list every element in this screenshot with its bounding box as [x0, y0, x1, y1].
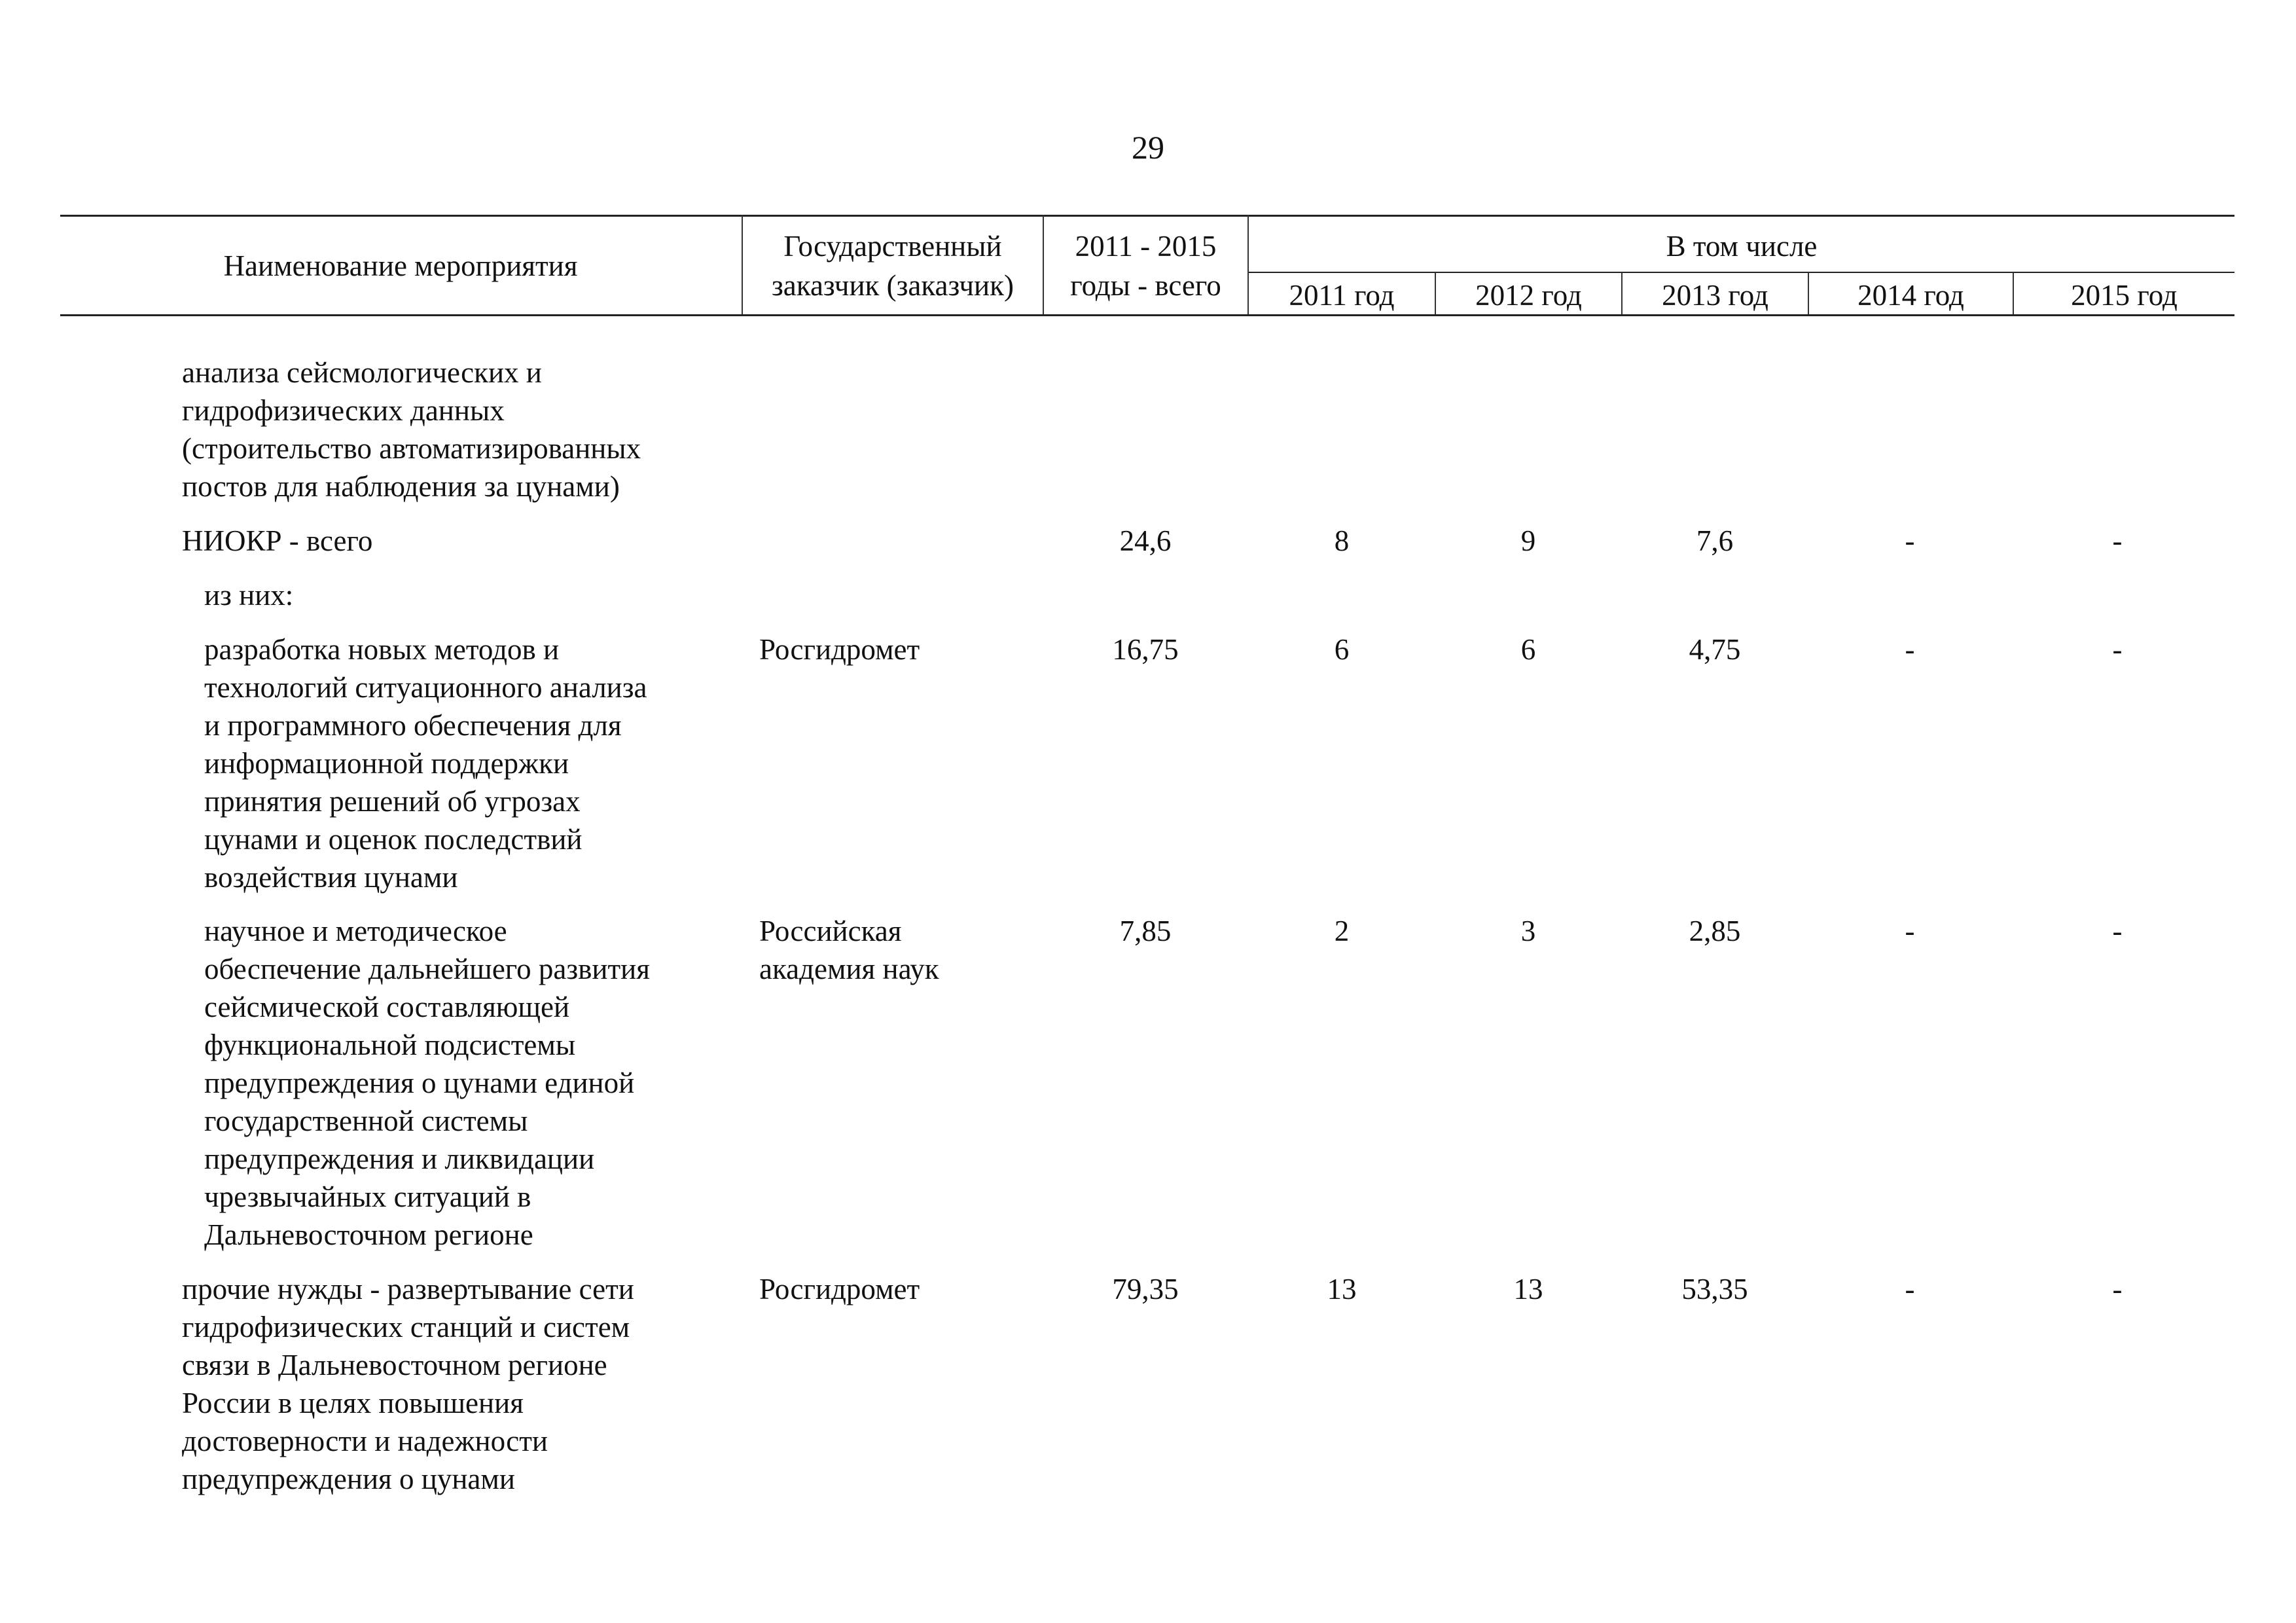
header-name: Наименование мероприятия: [223, 249, 578, 282]
name-line: разработка новых методов и: [204, 633, 560, 666]
row-methods-customer: [759, 630, 920, 668]
header-including: В том числе: [1666, 230, 1818, 263]
name-line: технологий ситуационного анализа: [204, 671, 647, 704]
row-scientific-name: [204, 912, 650, 1254]
row-niokr-2013: 7,6: [1696, 524, 1734, 557]
row-scientific-2011: 2: [1334, 915, 1350, 947]
row-methods-2012: 6: [1520, 633, 1536, 666]
name-line: функциональной подсистемы: [204, 1029, 576, 1061]
header-year-2013: 2013 год: [1662, 279, 1768, 312]
name-line: чрезвычайных ситуаций в: [204, 1180, 531, 1213]
row-methods-2013: 4,75: [1689, 633, 1741, 666]
row-other-needs-total: 79,35: [1112, 1273, 1179, 1305]
row-other-needs-2012: 13: [1513, 1273, 1543, 1305]
row-scientific-total: 7,85: [1119, 915, 1172, 947]
header-total-line1: 2011 - 2015: [1075, 230, 1217, 263]
header-year-2015: 2015 год: [2071, 279, 2178, 312]
name-line: государственной системы: [204, 1104, 528, 1137]
row-niokr-name: [182, 522, 372, 560]
row-niokr-2011: 8: [1334, 524, 1350, 557]
name-line: гидрофизических данных: [182, 394, 505, 427]
row-other-needs-2015: -: [2112, 1273, 2123, 1305]
row-other-needs-2011: 13: [1327, 1273, 1357, 1305]
header-year-2011: 2011 год: [1289, 279, 1395, 312]
row-scientific-2015: -: [2112, 915, 2123, 947]
name-line: и программного обеспечения для: [204, 709, 622, 742]
name-line: принятия решений об угрозах: [204, 785, 581, 818]
name-line: НИОКР - всего: [182, 524, 373, 557]
name-line: из них:: [204, 579, 294, 611]
name-line: предупреждения о цунами: [182, 1463, 515, 1495]
header-bottom-rule: [60, 314, 2234, 316]
name-line: обеспечение дальнейшего развития: [204, 953, 650, 985]
name-line: связи в Дальневосточном регионе: [182, 1349, 607, 1381]
customer-line: академия наук: [759, 953, 939, 985]
name-line: сейсмической составляющей: [204, 991, 570, 1023]
row-methods-2011: 6: [1334, 633, 1350, 666]
row-niokr-2012: 9: [1520, 524, 1536, 557]
name-line: научное и методическое: [204, 915, 507, 947]
customer-line: Росгидромет: [759, 1273, 920, 1305]
header-total-line2: годы - всего: [1070, 269, 1221, 302]
row-methods-name: [204, 630, 647, 896]
name-line: анализа сейсмологических и: [182, 356, 542, 389]
header-customer-line2: заказчик (заказчик): [772, 269, 1014, 302]
header-sub-rule: [1249, 272, 2234, 273]
row-other-needs-customer: [759, 1270, 920, 1308]
name-line: постов для наблюдения за цунами): [182, 470, 620, 503]
row-scientific-2014: -: [1905, 915, 1915, 947]
header-top-rule: [60, 215, 2234, 217]
name-line: России в целях повышения: [182, 1387, 524, 1419]
row-niokr-total: 24,6: [1119, 524, 1172, 557]
name-line: прочие нужды - развертывание сети: [182, 1273, 634, 1305]
row-scientific-2013: 2,85: [1689, 915, 1741, 947]
row-other-needs-name: [182, 1270, 634, 1498]
row-other-needs-2014: -: [1905, 1273, 1915, 1305]
name-line: предупреждения о цунами единой: [204, 1067, 635, 1099]
row-other-needs-2013: 53,35: [1681, 1273, 1748, 1305]
name-line: Дальневосточном регионе: [204, 1218, 533, 1251]
name-line: воздействия цунами: [204, 861, 458, 894]
row-niokr-2014: -: [1905, 524, 1915, 557]
name-line: достоверности и надежности: [182, 1425, 548, 1457]
page-number: 29: [1132, 129, 1164, 166]
customer-line: Росгидромет: [759, 633, 920, 666]
name-line: предупреждения и ликвидации: [204, 1142, 595, 1175]
name-line: цунами и оценок последствий: [204, 823, 583, 856]
row-methods-total: 16,75: [1112, 633, 1179, 666]
row-scientific-customer: [759, 912, 939, 988]
name-line: гидрофизических станций и систем: [182, 1311, 630, 1343]
name-line: (строительство автоматизированных: [182, 432, 641, 465]
header-customer-line1: Государственный: [783, 230, 1002, 263]
header-year-2014: 2014 год: [1857, 279, 1964, 312]
row-methods-2014: -: [1905, 633, 1915, 666]
row-continuation-name: [182, 354, 641, 505]
row-niokr-2015: -: [2112, 524, 2123, 557]
row-scientific-2012: 3: [1520, 915, 1536, 947]
row-methods-2015: -: [2112, 633, 2123, 666]
customer-line: Российская: [759, 915, 902, 947]
name-line: информационной поддержки: [204, 747, 569, 780]
header-year-2012: 2012 год: [1475, 279, 1582, 312]
row-of-them-label: [204, 576, 293, 614]
